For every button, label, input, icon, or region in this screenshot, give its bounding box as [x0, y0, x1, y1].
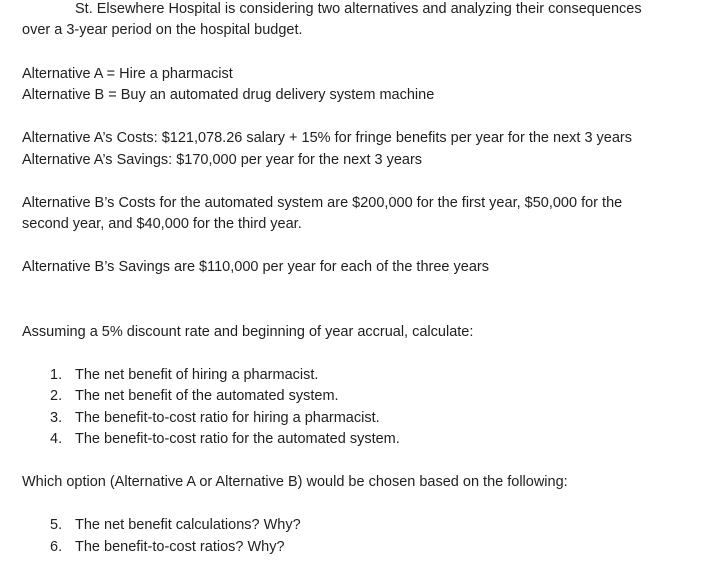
list-item-number: 3.	[50, 410, 63, 426]
list-item-text: The net benefit calculations? Why?	[75, 517, 301, 533]
list-item-text: The benefit-to-cost ratio for the automated system.	[75, 431, 400, 447]
list-item-text: The benefit-to-cost ratios? Why?	[75, 539, 285, 555]
list-item-number: 2.	[50, 388, 63, 404]
alternative-a-definition: Alternative A = Hire a pharmacist	[22, 66, 233, 82]
which-option-prompt: Which option (Alternative A or Alternative B) would be chosen based on the following:	[22, 474, 568, 490]
assumption-text: Assuming a 5% discount rate and beginning of year accrual, calculate:	[22, 324, 474, 340]
alternative-a-savings: Alternative A’s Savings: $170,000 per year for the next 3 years	[22, 152, 423, 168]
list-item-number: 6.	[50, 539, 63, 555]
list-item-text: The net benefit of hiring a pharmacist.	[75, 367, 319, 383]
list-item-text: The net benefit of the automated system.	[75, 388, 339, 404]
alternative-b-costs-line-2: second year, and $40,000 for the third year.	[22, 216, 302, 232]
alternative-a-costs: Alternative A’s Costs: $121,078.26 salary + 15% for fringe benefits per year for the next 3 years	[22, 130, 633, 146]
intro-line-2: over a 3-year period on the hospital budget.	[22, 22, 303, 38]
alternative-b-definition: Alternative B = Buy an automated drug delivery system machine	[22, 87, 435, 103]
alternative-b-costs-line-1: Alternative B’s Costs for the automated system are $200,000 for the first year, $50,000 for the	[22, 195, 623, 211]
list-item-number: 5.	[50, 517, 63, 533]
alternative-b-savings: Alternative B’s Savings are $110,000 per year for each of the three years	[22, 259, 489, 275]
list-item-number: 1.	[50, 367, 63, 383]
intro-line-1: St. Elsewhere Hospital is considering two alternatives and analyzing their consequences	[75, 1, 642, 17]
list-item-text: The benefit-to-cost ratio for hiring a pharmacist.	[75, 410, 380, 426]
list-item-number: 4.	[50, 431, 63, 447]
